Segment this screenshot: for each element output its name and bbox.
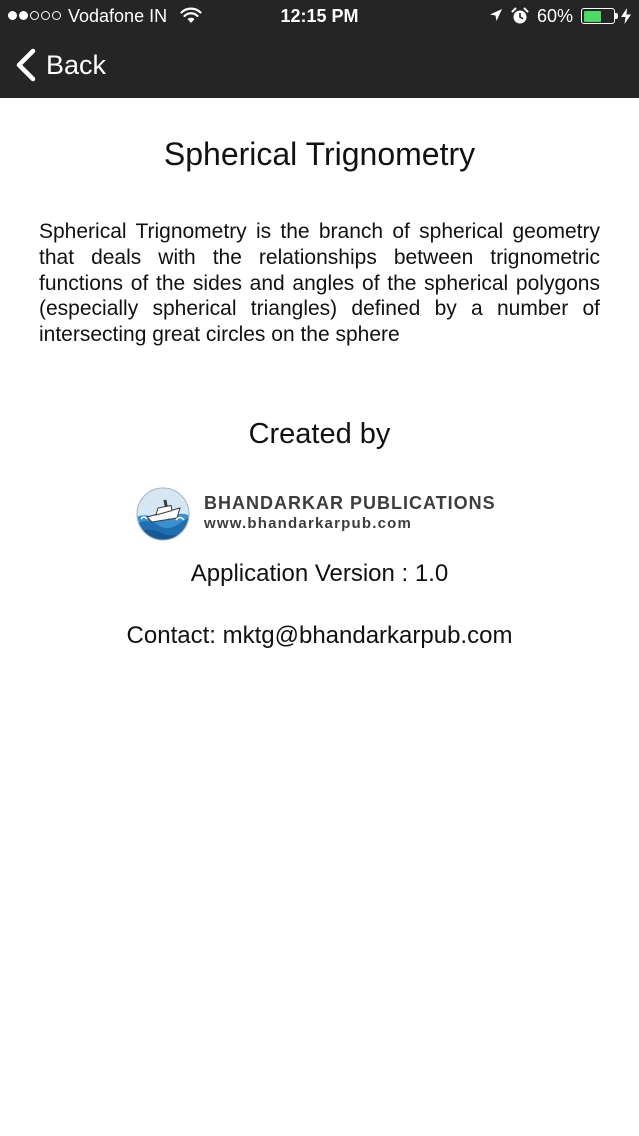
contact-email: Contact: mktg@bhandarkarpub.com: [126, 622, 513, 649]
status-bar: [0, 0, 639, 32]
publisher-name: BHANDARKAR PUBLICATIONS: [204, 493, 496, 513]
app-version: Application Version : 1.0: [190, 560, 449, 587]
created-by-heading: Created by: [248, 418, 391, 450]
battery-level-fill: [584, 11, 601, 22]
battery-tip: [615, 13, 618, 19]
navigation-bar: [0, 0, 639, 98]
status-time: 12:15 PM: [280, 6, 359, 26]
back-label: Back: [46, 49, 107, 80]
back-button[interactable]: [14, 44, 106, 86]
ship-emblem-icon: [136, 487, 190, 541]
publisher-logo: [136, 487, 516, 543]
alarm-clock-icon: [511, 7, 529, 25]
location-arrow-icon: [489, 8, 503, 22]
carrier-name: Vodafone IN: [68, 6, 168, 26]
publisher-wordmark: [204, 492, 496, 534]
battery-percentage: 60%: [537, 6, 574, 26]
charging-bolt-icon: [621, 8, 631, 24]
publisher-url: www.bhandarkarpub.com: [204, 515, 413, 532]
battery-icon: [581, 8, 615, 24]
chevron-left-icon: [14, 47, 38, 83]
topic-description: Spherical Trignometry is the branch of spherical geometry that deals with the relationships between trignometric functions of the sides and angles of the spherical polygons (especially spherical triangles) defined by a number of intersecting great circles on the sphere: [39, 220, 600, 347]
page-title: Spherical Trignometry: [163, 136, 476, 172]
